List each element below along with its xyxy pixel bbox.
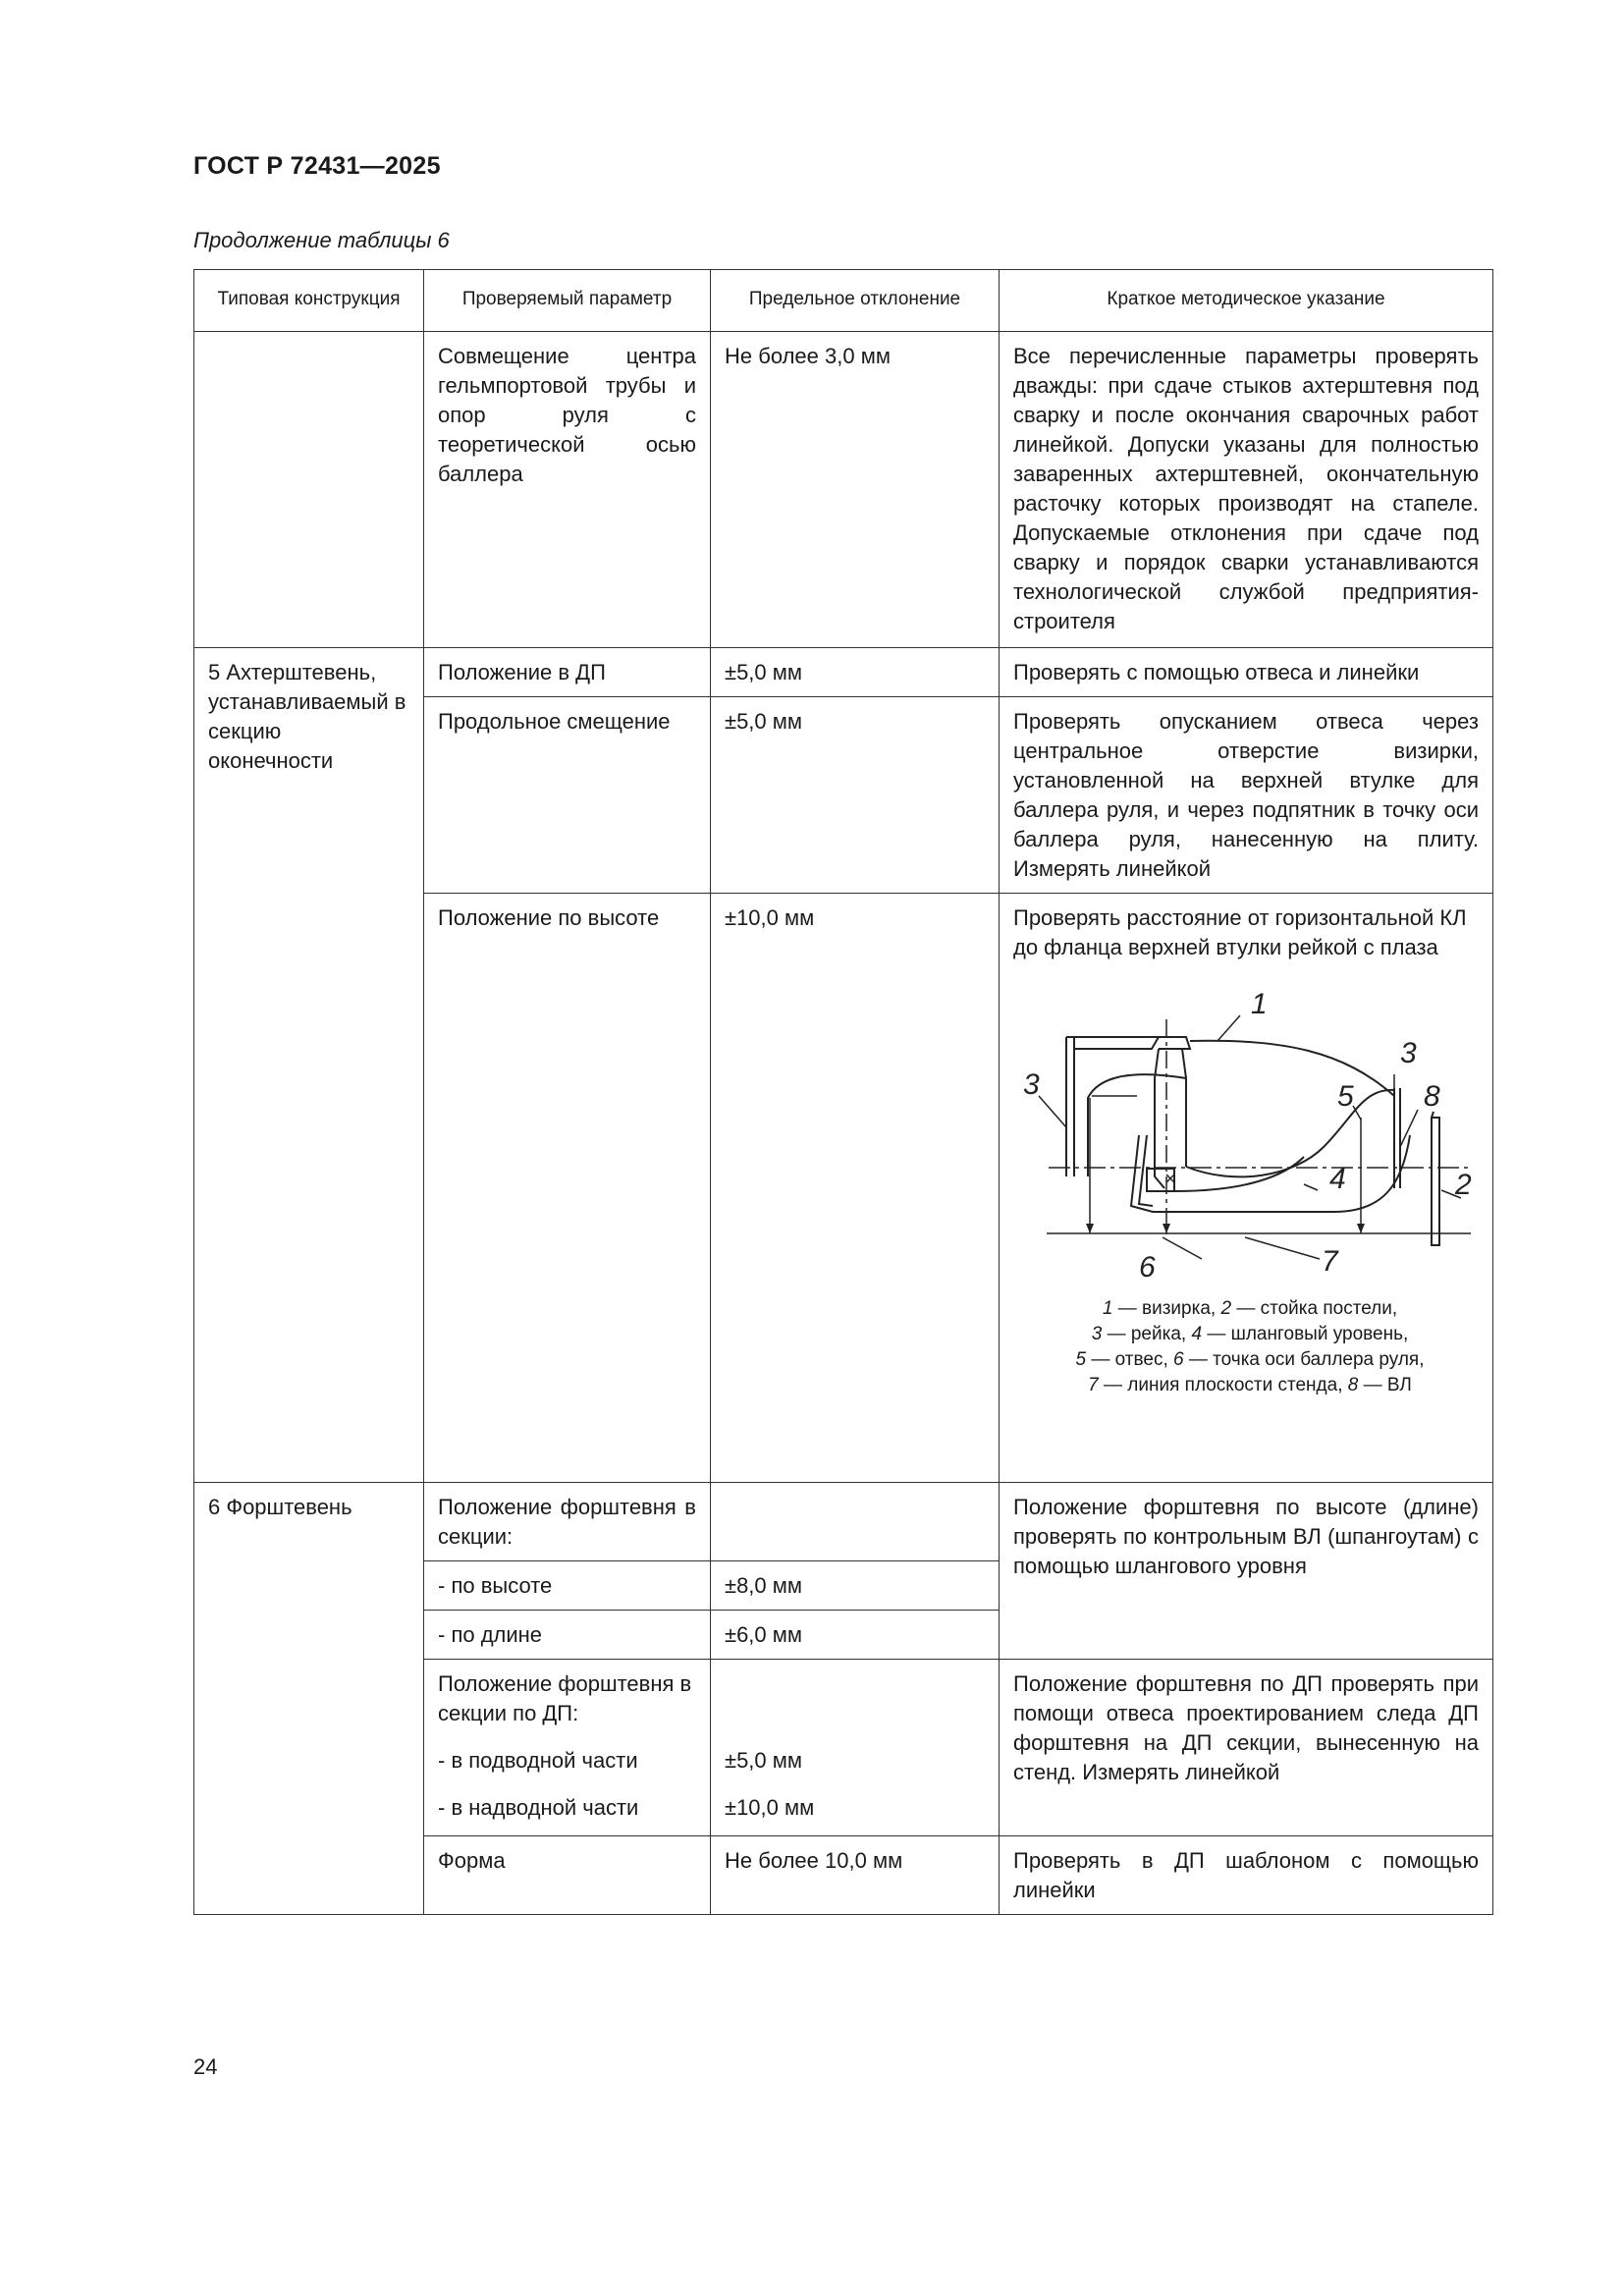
label-7: 7 xyxy=(1322,1245,1338,1278)
label-6: 6 xyxy=(1139,1251,1156,1284)
label-3-left: 3 xyxy=(1023,1068,1040,1101)
parameter-cell: Форма xyxy=(424,1836,711,1915)
diagram-drawing xyxy=(1009,980,1490,1285)
method-cell: Положение форштевня по ДП проверять при помощи отвеса проектированием следа ДП форштевня на ДП секции, вынесенную на стенд. Измерять линейкой xyxy=(1000,1660,1493,1836)
construction-cell xyxy=(194,332,424,648)
method-cell: Проверять в ДП шаблоном с помощью линейки xyxy=(1000,1836,1493,1915)
parameter-heading: Положение форштевня в секции по ДП: xyxy=(438,1671,692,1725)
label-4: 4 xyxy=(1329,1163,1346,1195)
parameter-cell: Положение по высоте xyxy=(424,894,711,1483)
tolerance-table xyxy=(193,269,1493,1915)
deviation-cell: ±6,0 мм xyxy=(711,1611,1000,1660)
sternpost-check-diagram xyxy=(1009,980,1490,1398)
deviation-cell: Не более 3,0 мм xyxy=(711,332,1000,648)
deviation-cell: ±5,0 мм xyxy=(711,697,1000,894)
table-row xyxy=(194,332,1493,648)
column-header-deviation: Предельное отклонение xyxy=(711,270,1000,329)
deviation-abovewater: ±10,0 мм xyxy=(725,1795,815,1820)
construction-cell: 5 Ахтерштевень, устанавливаемый в секцию оконечности xyxy=(194,648,424,1483)
deviation-cell: ±8,0 мм xyxy=(711,1561,1000,1611)
parameter-cell xyxy=(424,1660,711,1836)
label-3-right: 3 xyxy=(1400,1037,1417,1069)
table-row xyxy=(194,1483,1493,1561)
parameter-cell: - по длине xyxy=(424,1611,711,1660)
diagram-legend: 1 — визирка, 2 — стойка постели, 3 — рейка, 4 — шланговый уровень, 5 — отвес, 6 — точка оси баллера руля, 7 — линия плоскости стенда, 8 — ВЛ xyxy=(1075,1298,1425,1395)
parameter-cell: Продольное смещение xyxy=(424,697,711,894)
label-1: 1 xyxy=(1251,988,1268,1020)
deviation-cell: Не более 10,0 мм xyxy=(711,1836,1000,1915)
column-header-method: Краткое методическое указание xyxy=(1000,270,1493,329)
parameter-cell: Положение форштевня в секции: xyxy=(424,1483,711,1561)
parameter-cell: Совмещение центра гельмпортовой трубы и опор руля с теоретической осью баллера xyxy=(424,332,711,648)
column-header-parameter: Проверяемый параметр xyxy=(424,270,711,329)
document-code: ГОСТ Р 72431—2025 xyxy=(193,152,441,180)
label-5: 5 xyxy=(1337,1080,1354,1113)
method-cell: Проверять опусканием отвеса через центральное отверстие визирки, установленной на верхней втулке для баллера руля, и через подпятник в точку оси баллера руля, нанесенную на плиту. Измерять линейкой xyxy=(1000,697,1493,894)
label-2: 2 xyxy=(1455,1169,1472,1201)
column-header-construction: Типовая конструкция xyxy=(194,270,424,329)
table-caption: Продолжение таблицы 6 xyxy=(193,228,450,252)
page-number: 24 xyxy=(193,2054,218,2079)
label-8: 8 xyxy=(1424,1080,1440,1113)
deviation-cell xyxy=(711,1660,1000,1836)
method-cell xyxy=(1000,894,1493,1483)
method-cell: Проверять с помощью отвеса и линейки xyxy=(1000,648,1493,697)
deviation-cell xyxy=(711,1483,1000,1561)
method-text: Проверять расстояние от горизонтальной КЛ до фланца верхней втулки рейкой с плаза xyxy=(1013,905,1467,959)
method-cell: Все перечисленные параметры проверять дважды: при сдаче стыков ахтерштевня под сварку и после окончания сварочных работ линейкой. Допуски указаны для полностью заваренных ахтерштевней, окончательную расточку которых производят на стапеле. Допускаемые отклонения при сдаче под сварку и порядок сварки устанавливаются технологической службой предприятия-строителя xyxy=(1000,332,1493,648)
table-row xyxy=(194,648,1493,697)
deviation-cell: ±5,0 мм xyxy=(711,648,1000,697)
deviation-underwater: ±5,0 мм xyxy=(725,1748,803,1773)
sub-parameter-abovewater: - в надводной части xyxy=(438,1795,639,1820)
parameter-cell: Положение в ДП xyxy=(424,648,711,697)
parameter-cell: - по высоте xyxy=(424,1561,711,1611)
sub-parameter-underwater: - в подводной части xyxy=(438,1748,638,1773)
method-cell: Положение форштевня по высоте (длине) проверять по контрольным ВЛ (шпангоутам) с помощью шлангового уровня xyxy=(1000,1483,1493,1660)
construction-cell: 6 Форштевень xyxy=(194,1483,424,1915)
deviation-cell: ±10,0 мм xyxy=(711,894,1000,1483)
